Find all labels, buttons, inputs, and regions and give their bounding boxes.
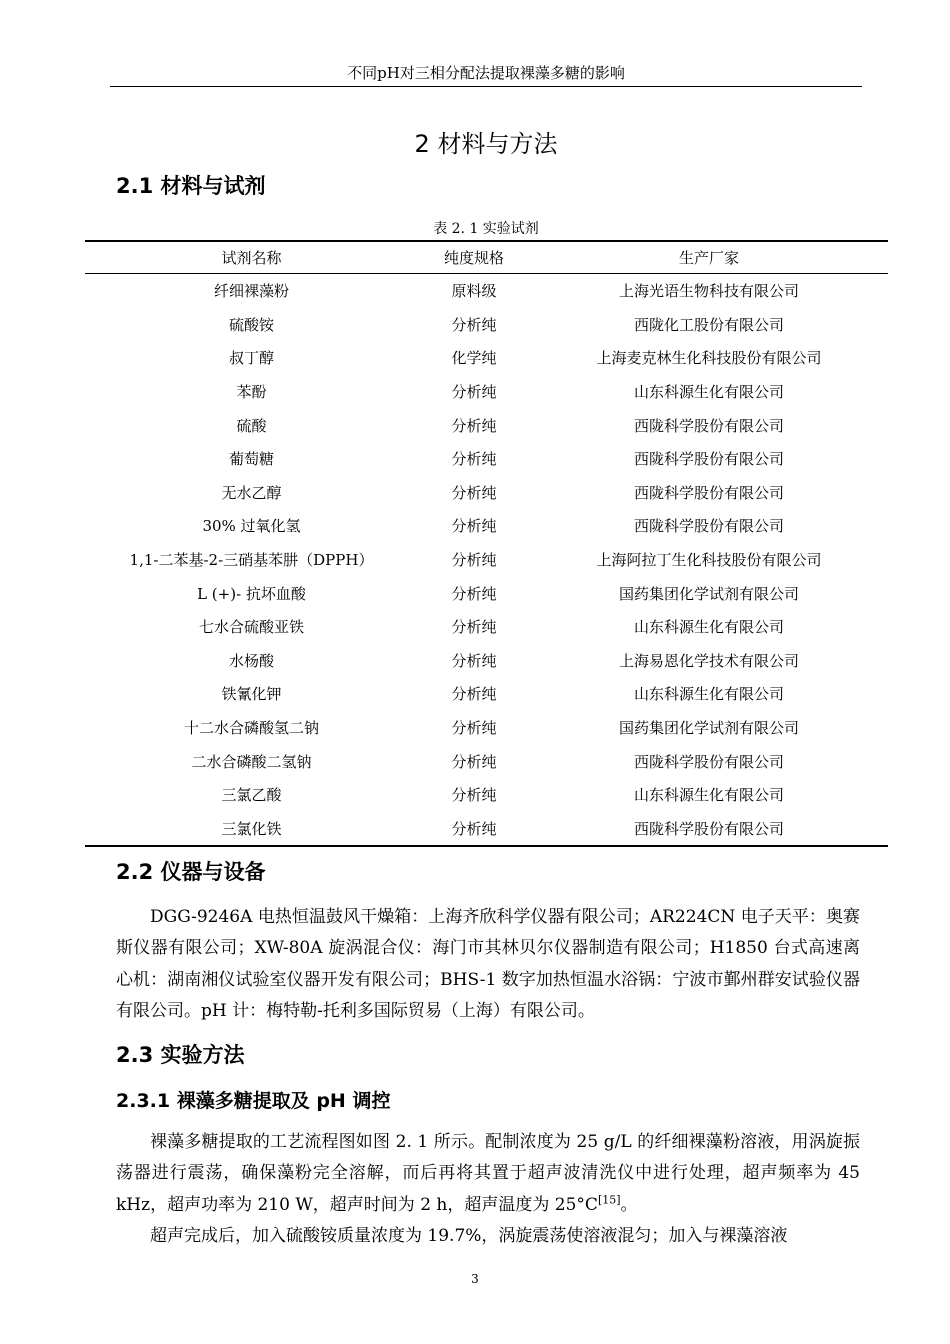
table-cell: 西陇科学股份有限公司 xyxy=(633,416,784,435)
table-row xyxy=(85,476,888,510)
table-row xyxy=(85,644,888,678)
table-cell: 分析纯 xyxy=(451,685,497,704)
method-paragraph-2: 超声完成后，加入硫酸铵质量浓度为 19.7%，涡旋震荡使溶液混匀；加入与裸藻溶液 xyxy=(150,1225,788,1246)
table-cell: 水杨酸 xyxy=(228,651,274,670)
table-cell: 上海光语生物科技有限公司 xyxy=(618,282,799,301)
table-row xyxy=(85,543,888,577)
table-cell: 分析纯 xyxy=(451,450,497,469)
table-cell: 分析纯 xyxy=(451,651,497,670)
table-row xyxy=(85,442,888,476)
table-cell: 山东科源生化有限公司 xyxy=(633,618,784,637)
table-cell: 分析纯 xyxy=(451,416,497,435)
method-paragraph-1 xyxy=(116,1127,860,1221)
table-cell: 硫酸铵 xyxy=(228,315,274,334)
table-header-cell: 生产厂家 xyxy=(678,249,739,267)
table-row xyxy=(85,375,888,409)
table-cell: 分析纯 xyxy=(451,584,497,603)
table-row xyxy=(85,408,888,442)
table-cell: 30% 过氧化氢 xyxy=(202,517,301,536)
table-cell: 上海易恩化学技术有限公司 xyxy=(618,651,799,670)
table-cell: 纤细裸藻粉 xyxy=(213,282,289,301)
table-cell: 原料级 xyxy=(451,282,497,301)
table-cell: 分析纯 xyxy=(451,719,497,738)
table-cell: 分析纯 xyxy=(451,618,497,637)
table-cell: 分析纯 xyxy=(451,786,497,805)
table-cell: 十二水合磷酸氢二钠 xyxy=(183,719,319,738)
table-row xyxy=(85,778,888,812)
chapter-title: 2 材料与方法 xyxy=(414,130,558,158)
table-header-cell: 试剂名称 xyxy=(221,249,282,267)
section-heading-2-3: 2.3 实验方法 xyxy=(116,1043,245,1067)
table-cell: 西陇科学股份有限公司 xyxy=(633,483,784,502)
method-text-1-end: 。 xyxy=(620,1194,638,1215)
table-cell: 分析纯 xyxy=(451,383,497,402)
section-heading-2-2: 2.2 仪器与设备 xyxy=(116,860,266,884)
table-cell: 国药集团化学试剂有限公司 xyxy=(618,584,799,603)
table-row xyxy=(85,812,888,847)
table-cell: 分析纯 xyxy=(451,483,497,502)
instruments-paragraph xyxy=(116,902,860,1027)
table-cell: 二水合磷酸二氢钠 xyxy=(191,752,312,771)
header-rule xyxy=(110,86,862,87)
reagents-table-container xyxy=(85,240,888,847)
table-row xyxy=(85,274,888,308)
table-row xyxy=(85,509,888,543)
table-cell: 山东科源生化有限公司 xyxy=(633,383,784,402)
table-cell: 分析纯 xyxy=(451,315,497,334)
table-cell: 西陇科学股份有限公司 xyxy=(633,450,784,469)
section-heading-2-1: 2.1 材料与试剂 xyxy=(116,174,266,198)
table-row xyxy=(85,308,888,342)
table-caption: 表 2. 1 实验试剂 xyxy=(433,221,539,237)
table-cell: 七水合硫酸亚铁 xyxy=(198,618,304,637)
table-cell: 化学纯 xyxy=(451,349,497,368)
table-header-row xyxy=(85,241,888,274)
table-cell: 西陇科学股份有限公司 xyxy=(633,517,784,536)
page-number: 3 xyxy=(471,1272,479,1286)
table-cell: 国药集团化学试剂有限公司 xyxy=(618,719,799,738)
table-cell: 1,1-二苯基-2-三硝基苯肼（DPPH） xyxy=(129,551,374,570)
table-cell: 葡萄糖 xyxy=(228,450,274,469)
table-cell: 无水乙醇 xyxy=(221,483,282,502)
table-cell: 分析纯 xyxy=(451,819,497,838)
table-cell: 西陇科学股份有限公司 xyxy=(633,752,784,771)
table-cell: 山东科源生化有限公司 xyxy=(633,786,784,805)
table-row xyxy=(85,576,888,610)
table-cell: 分析纯 xyxy=(451,752,497,771)
citation-ref: [15] xyxy=(597,1192,621,1206)
table-cell: 硫酸 xyxy=(236,416,267,435)
table-cell: L (+)- 抗坏血酸 xyxy=(197,584,306,603)
table-cell: 苯酚 xyxy=(236,383,267,402)
method-paragraph xyxy=(116,1127,860,1252)
table-row xyxy=(85,677,888,711)
table-row xyxy=(85,610,888,644)
table-cell: 三氯乙酸 xyxy=(221,786,282,805)
table-cell: 三氯化铁 xyxy=(221,819,282,838)
table-cell: 分析纯 xyxy=(451,551,497,570)
running-head: 不同pH对三相分配法提取裸藻多糖的影响 xyxy=(347,64,625,82)
table-row xyxy=(85,341,888,375)
reagents-table xyxy=(85,240,888,847)
table-cell: 西陇化工股份有限公司 xyxy=(633,315,784,334)
table-cell: 上海阿拉丁生化科技股份有限公司 xyxy=(596,551,822,570)
section-heading-2-3-1: 2.3.1 裸藻多糖提取及 pH 调控 xyxy=(116,1090,391,1112)
table-cell: 分析纯 xyxy=(451,517,497,536)
table-row xyxy=(85,711,888,745)
table-cell: 上海麦克林生化科技股份有限公司 xyxy=(596,349,822,368)
table-cell: 铁氰化钾 xyxy=(221,685,282,704)
table-header-cell: 纯度规格 xyxy=(443,249,504,267)
method-text-1: 裸藻多糖提取的工艺流程图如图 2. 1 所示。配制浓度为 25 g/L 的纤细裸藻粉溶液，用涡旋振荡器进行震荡，确保藻粉完全溶解，而后再将其置于超声波清洗仪中进行处理，超声频率为 45 kHz，超声功率为 210 W，超声时间为 2 h，超声温度为 25°C xyxy=(116,1132,860,1215)
table-cell: 山东科源生化有限公司 xyxy=(633,685,784,704)
instruments-text: DGG-9246A 电热恒温鼓风干燥箱：上海齐欣科学仪器有限公司；AR224CN 电子天平：奥赛斯仪器有限公司；XW-80A 旋涡混合仪：海门市其林贝尔仪器制造有限公司；H1850 台式高速离心机：湖南湘仪试验室仪器开发有限公司；BHS-1 数字加热恒温水浴锅：宁波市鄞州群安试验仪器有限公司。pH 计：梅特勒-托利多国际贸易（上海）有限公司。 xyxy=(116,907,860,1021)
table-row xyxy=(85,744,888,778)
table-cell: 叔丁醇 xyxy=(228,349,274,368)
table-cell: 西陇科学股份有限公司 xyxy=(633,819,784,838)
